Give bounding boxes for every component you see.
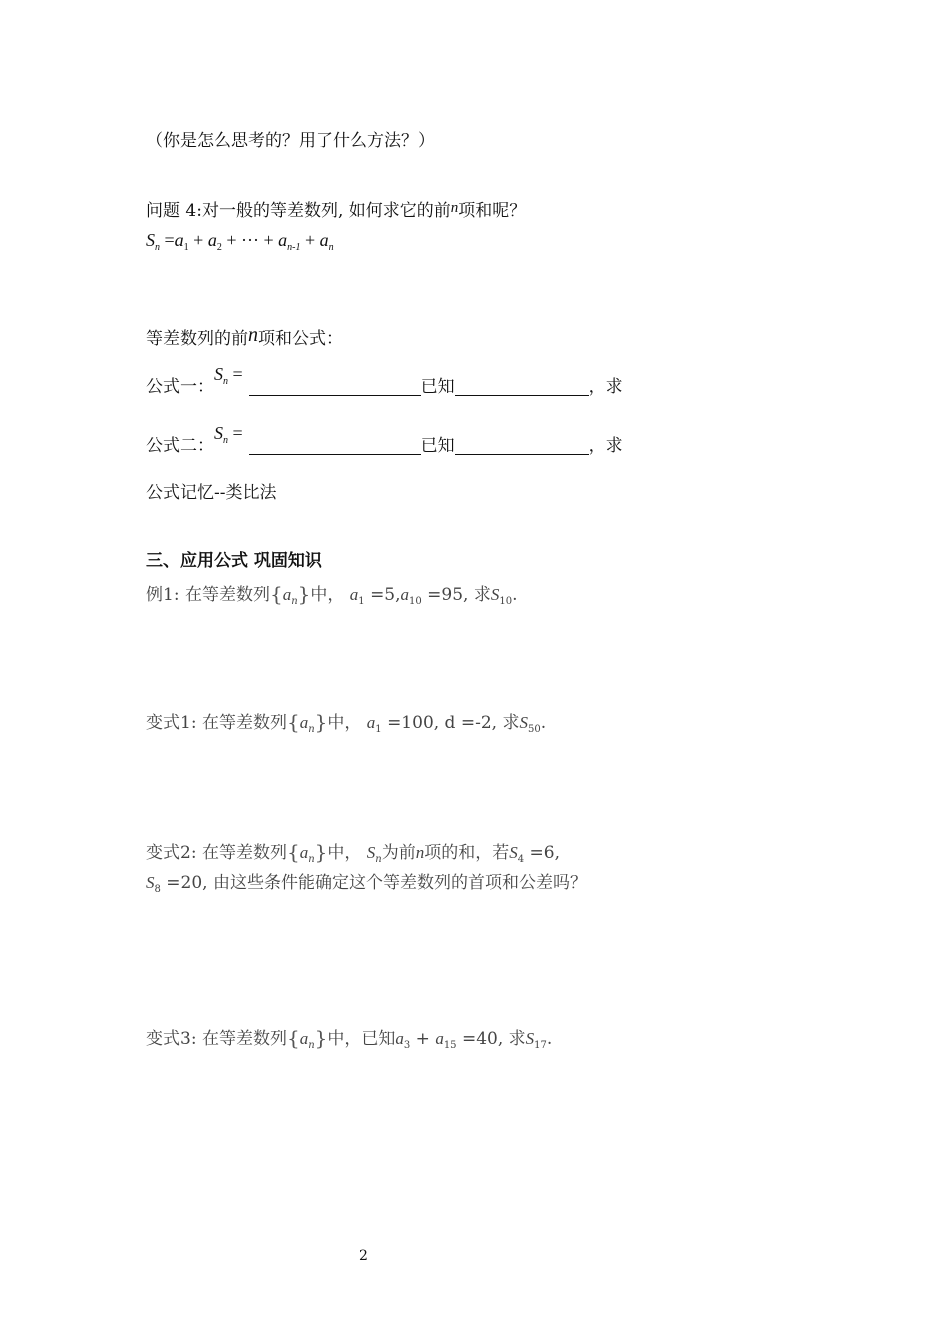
formula-1 <box>146 364 623 399</box>
formula-2 <box>146 423 623 458</box>
sum-expression <box>146 230 334 253</box>
formula-1-blank[interactable] <box>249 379 421 396</box>
sum-an1-sub: n-1 <box>287 242 301 253</box>
sum-S: S <box>146 230 155 250</box>
sum-an1: a <box>278 230 288 250</box>
formula-2-label: 公式二： <box>146 436 214 456</box>
formula-2-known: 已知 <box>420 436 455 456</box>
sum-plus-2: + <box>304 230 316 250</box>
sum-S-sub: n <box>155 242 160 253</box>
example-1-eq1: =5, <box>370 585 401 605</box>
q4-prefix: 问题 4:对一般的等差数列, 如何求它的前 <box>146 201 451 221</box>
sum-eq: = <box>164 230 175 250</box>
variant-2-desc2: 项的和，若 <box>424 843 510 863</box>
example-1: 例1: 在等差数列$\{a_n\}$中， $a_1 =5,a_{10} =95$, 求$S_{10}$. <box>146 582 518 607</box>
sum-a1: a <box>174 230 184 250</box>
variant-1-eq1: =100, d =-2, 求 <box>387 713 520 733</box>
variant-3-eq: =40, 求 <box>461 1029 526 1049</box>
variant-3-mid: 中，已知 <box>327 1029 396 1049</box>
formula-memory: 公式记忆--类比法 <box>146 483 277 503</box>
example-1-label: 例1: 在等差数列 <box>146 585 270 605</box>
formula-1-label: 公式一： <box>146 377 214 397</box>
formula-heading-n: n <box>248 324 258 346</box>
formula-1-seek: ，求 <box>588 377 623 397</box>
variant-2-question: =20, 由这些条件能确定这个等差数列的首项和公差吗？ <box>166 873 587 893</box>
variant-2-desc: 为前 <box>381 843 416 863</box>
sum-plus-1: + <box>193 230 204 250</box>
variant-3: 变式3: 在等差数列$\{a_n\}$中，已知$a_3 + a_{15} =40$, 求$S_{17}$. <box>146 1026 553 1051</box>
formula-heading <box>146 324 343 349</box>
sum-an-sub: n <box>328 242 334 253</box>
formula-heading-suffix: 项和公式： <box>258 329 343 349</box>
variant-1-label: 变式1: 在等差数列 <box>146 713 287 733</box>
variant-2-eq1: =6, <box>529 843 560 863</box>
q4-n: n <box>450 200 459 216</box>
sum-dots: + ··· + <box>226 230 274 250</box>
sum-a1-sub: 1 <box>183 242 189 253</box>
example-1-an: a <box>282 585 292 604</box>
formula-2-Sn: $S_n$ = <box>214 423 243 446</box>
sum-an: a <box>319 230 329 250</box>
variant-1: 变式1: 在等差数列$\{a_n\}$中， $a_1 =100$, d =-2, 求$S_{50}$. <box>146 710 547 735</box>
example-1-eq2: =95, 求 <box>427 585 491 605</box>
thinking-hint: （你是怎么思考的？用了什么方法？） <box>146 131 435 151</box>
formula-heading-prefix: 等差数列的前 <box>146 329 248 349</box>
formula-1-known-blank[interactable] <box>455 379 589 396</box>
formula-2-blank[interactable] <box>249 438 421 455</box>
formula-2-known-blank[interactable] <box>455 438 589 455</box>
variant-2-line-1: 变式2: 在等差数列$\{a_n\}$中， $S_n$为前n项的和，若$S_4 =6$, <box>146 840 560 865</box>
variant-2-mid: 中， <box>327 843 362 863</box>
formula-1-known: 已知 <box>420 377 455 397</box>
variant-3-label: 变式3: 在等差数列 <box>146 1029 287 1049</box>
variant-1-mid: 中， <box>327 713 362 733</box>
q4-suffix: 项和呢？ <box>458 201 527 221</box>
formula-1-Sn: $S_n$ = <box>214 364 243 387</box>
page-number: 2 <box>359 1248 368 1264</box>
question-4 <box>146 196 526 221</box>
example-1-mid: 中， <box>310 585 345 605</box>
section-3-heading: 三、应用公式 巩固知识 <box>146 551 322 571</box>
sum-a2-sub: 2 <box>216 242 222 253</box>
variant-2-label: 变式2: 在等差数列 <box>146 843 287 863</box>
sum-a2: a <box>207 230 217 250</box>
formula-2-seek: ，求 <box>588 436 623 456</box>
variant-2-line-2: $S_8 =20$, 由这些条件能确定这个等差数列的首项和公差吗？ <box>146 873 587 895</box>
